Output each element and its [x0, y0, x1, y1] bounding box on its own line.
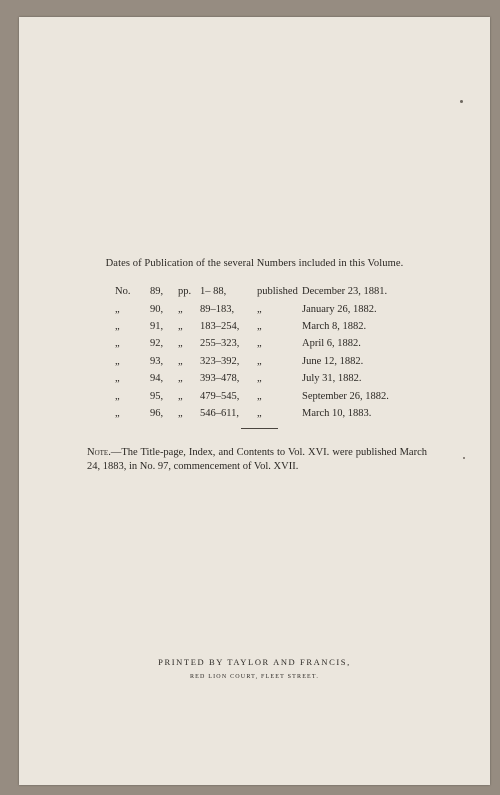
- row-pp-label: „: [178, 320, 183, 332]
- note-text: —The Title-page, Index, and Contents to Vol. XVI. were published March 24, 1883, in No. 97, commencement of Vol. XVII.: [87, 447, 427, 472]
- row-pages: 183–254,: [200, 320, 240, 332]
- table-row: [115, 387, 402, 404]
- row-no-label: No.: [115, 286, 131, 298]
- row-number: 94,: [150, 373, 164, 385]
- row-date: January 26, 1882.: [302, 303, 377, 315]
- table-row: [115, 370, 402, 387]
- row-no-label: „: [115, 338, 120, 350]
- row-no-label: „: [115, 303, 120, 315]
- row-published-label: „: [257, 355, 262, 367]
- row-pages: 89–183,: [200, 303, 235, 315]
- row-number: 89,: [150, 286, 164, 298]
- row-pp-label: „: [178, 407, 183, 419]
- row-no-label: „: [115, 407, 120, 419]
- row-published-label: „: [257, 303, 262, 315]
- row-pages: 1– 88,: [200, 286, 227, 298]
- row-date: December 23, 1881.: [302, 286, 388, 298]
- row-date: March 8, 1882.: [302, 320, 367, 332]
- row-no-label: „: [115, 390, 120, 402]
- printer-address: RED LION COURT, FLEET STREET.: [189, 674, 320, 680]
- row-published-label: „: [257, 320, 262, 332]
- note-paragraph: [87, 446, 427, 474]
- printer-imprint: PRINTED BY TAYLOR AND FRANCIS,: [158, 657, 351, 667]
- row-date: March 10, 1883.: [302, 407, 372, 419]
- row-number: 92,: [150, 338, 164, 350]
- row-pages: 323–392,: [200, 355, 240, 367]
- row-no-label: „: [115, 373, 120, 385]
- table-row: [115, 353, 402, 370]
- row-pp-label: „: [178, 303, 183, 315]
- table-row: [115, 318, 402, 335]
- row-pages: 255–323,: [200, 338, 240, 350]
- page-heading: Dates of Publication of the several Numbers included in this Volume.: [105, 258, 404, 269]
- row-no-label: „: [115, 320, 120, 332]
- row-pp-label: „: [178, 373, 183, 385]
- row-pp-label: „: [178, 355, 183, 367]
- row-date: April 6, 1882.: [302, 338, 361, 350]
- row-published-label: published: [257, 286, 298, 298]
- row-published-label: „: [257, 407, 262, 419]
- row-number: 95,: [150, 390, 164, 402]
- row-number: 90,: [150, 303, 164, 315]
- row-published-label: „: [257, 338, 262, 350]
- row-pp-label: „: [178, 338, 183, 350]
- table-row: [115, 335, 402, 352]
- note-lead: Note.: [87, 447, 111, 458]
- table-row: [115, 283, 402, 300]
- section-divider: [241, 428, 278, 429]
- row-date: June 12, 1882.: [302, 355, 364, 367]
- table-row: [115, 405, 402, 422]
- row-pages: 546–611,: [200, 407, 239, 419]
- row-pages: 479–545,: [200, 390, 240, 402]
- row-published-label: „: [257, 390, 262, 402]
- publication-dates-table: [115, 283, 402, 422]
- row-number: 96,: [150, 407, 164, 419]
- row-pp-label: pp.: [178, 286, 192, 298]
- row-pages: 393–478,: [200, 373, 240, 385]
- row-date: July 31, 1882.: [302, 373, 362, 385]
- row-pp-label: „: [178, 390, 183, 402]
- row-published-label: „: [257, 373, 262, 385]
- table-row: [115, 300, 402, 317]
- row-no-label: „: [115, 355, 120, 367]
- paper-speck: [460, 100, 463, 103]
- row-number: 93,: [150, 355, 164, 367]
- row-number: 91,: [150, 320, 164, 332]
- row-date: September 26, 1882.: [302, 390, 389, 402]
- paper-speck: [463, 457, 465, 459]
- document-page: [19, 17, 490, 785]
